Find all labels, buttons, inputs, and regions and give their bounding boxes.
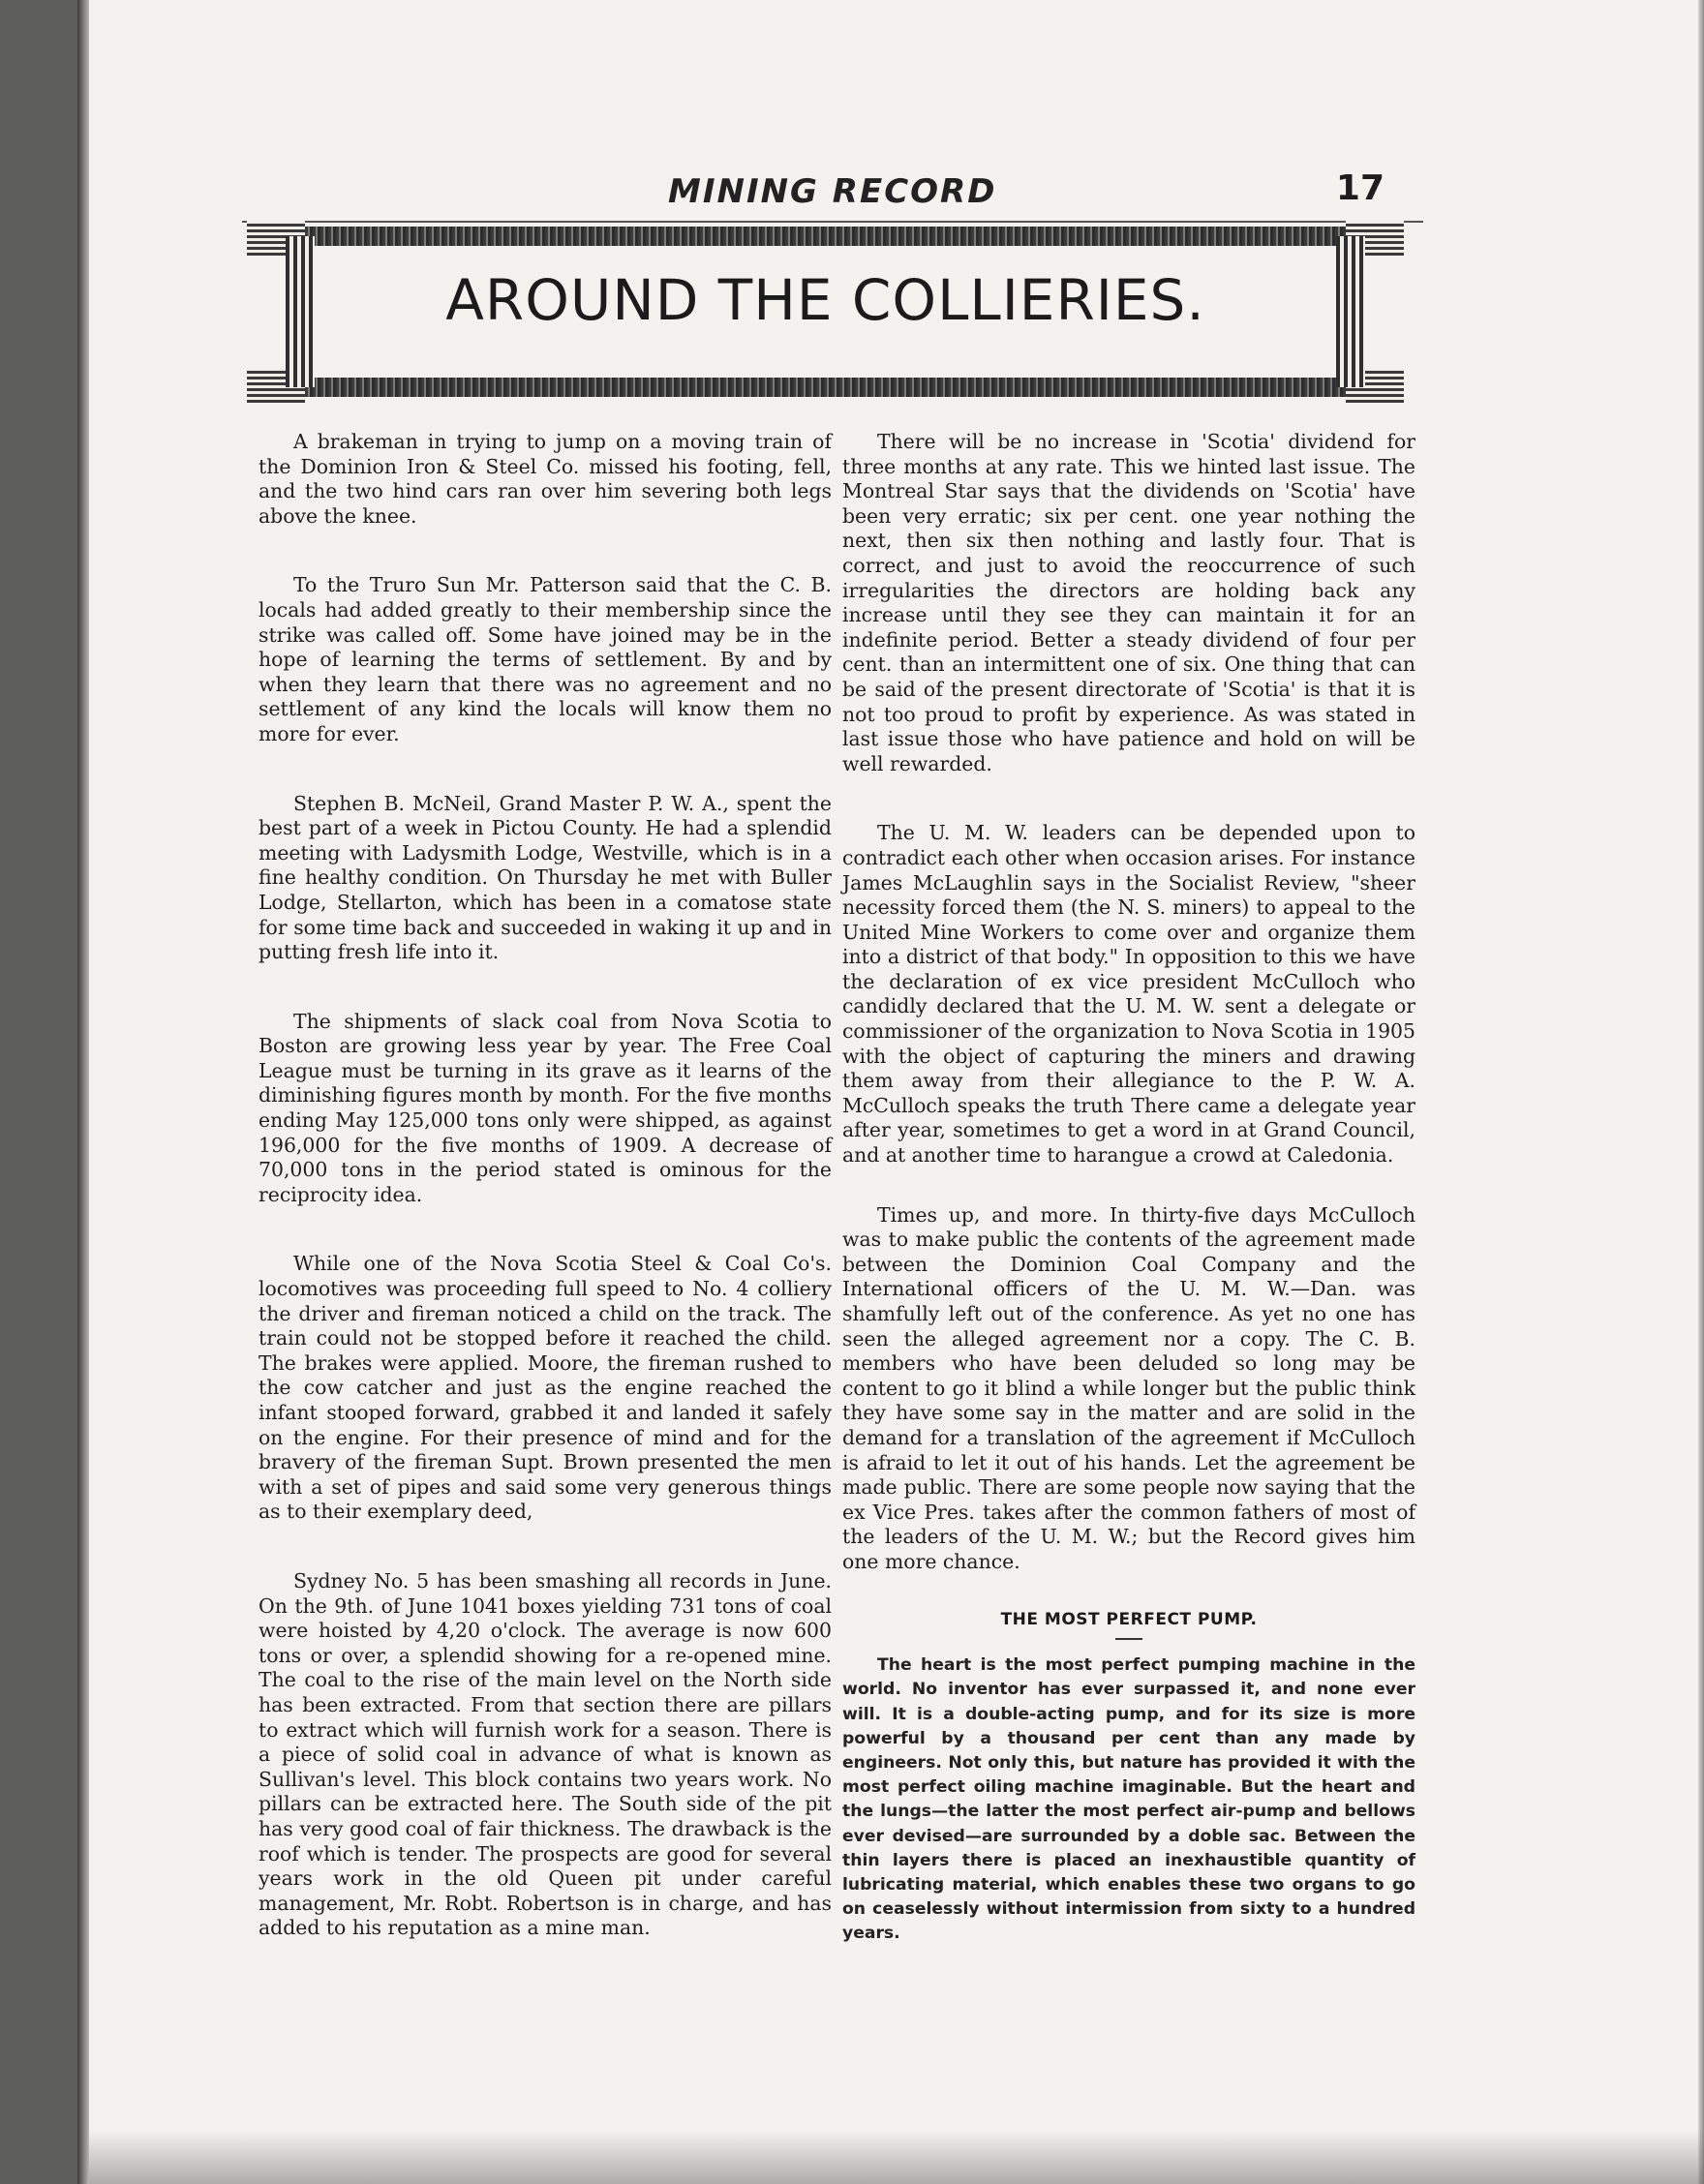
running-head — [242, 163, 1423, 223]
article-paragraph: Stephen B. McNeil, Grand Master P. W. A., spent the best part of a week in Pictou County. He had a splendid meeting with Ladysmith Lodge, Westville, which is in a fine healthy condition. On Thursday he met with Buller Lodge, Stellarton, which has been in a comatose state for some time back and succeeded in waking it up and in putting fresh life into it. — [259, 791, 832, 964]
page-number: 17 — [1335, 168, 1384, 208]
article-paragraph: A brakeman in trying to jump on a moving train of the Dominion Iron & Steel Co. missed his footing, fell, and the two hind cars ran over him severing both legs above the knee. — [259, 430, 832, 528]
article-paragraph: Times up, and more. In thirty-five days McCulloch was to make public the contents of the agreement made between the Dominion Coal Company and the International officers of the U. M. W.—Dan. was shamfully left out of the conference. As yet no one has seen the alleged agreement nor a copy. The C. B. members who have been deluded so long may be content to go it blind a while longer but the public think they have some say in the matter and are solid in the demand for a translation of the agreement if McCulloch is afraid to let it out of his hands. Let the agreement be made public. There are some people now saying that the ex Vice Pres. takes after the common fathers of most of the leaders of the U. M. W.; but the Record gives him one more chance. — [842, 1202, 1415, 1573]
heading-rule — [1115, 1638, 1142, 1640]
pump-article — [842, 1653, 1415, 1946]
article-paragraph: The heart is the most perfect pumping machine in the world. No inventor has ever surpassed it, and none ever will. It is a double-acting pump, and for its size is more powerful by a thousand per cent than any made by engineers. Not only this, but nature has provided it with the most perfect oiling machine imaginable. But the heart and the lungs—the latter the most perfect air-pump and bellows ever devised—are surrounded by a doble sac. Between the thin layers there is placed an inexhaustible quantity of lubricating material, which enables these two organs to go on ceaselessly without intermission from sixty to a hundred years. — [842, 1655, 1415, 1944]
section-title: AROUND THE COLLIERIES. — [445, 267, 1205, 333]
article-paragraph: There will be no increase in 'Scotia' dividend for three months at any rate. This we hinted last issue. The Montreal Star says that the dividends on 'Scotia' have been very erratic; six per cent. one year nothing the next, then six then nothing and lastly four. That is correct, and just to avoid the reoccurrence of such irregularities the directors are holding back any increase until they see they can maintain it for an indefinite period. Better a steady dividend of four per cent. than an intermittent one of six. One thing that can be said of the present directorate of 'Scotia' is that it is not too proud to profit by experience. As was stated in last issue those who have patience and hold on will be well rewarded. — [842, 430, 1415, 775]
article-paragraph: The shipments of slack coal from Nova Scotia to Boston are growing less year by year. The Free Coal League must be turning in its grave as it learns of the diminishing figures month by month. For the five months ending May 125,000 tons only were shipped, as against 196,000 for the five months of 1909. A decrease of 70,000 tons in the period stated is ominous for the reciprocity idea. — [259, 1009, 832, 1206]
section-banner — [247, 221, 1404, 403]
page-edge — [1698, 0, 1704, 2184]
left-column — [259, 430, 832, 1941]
article-paragraph: While one of the Nova Scotia Steel & Coal Co's. locomotives was proceeding full speed to No. 4 colliery the driver and fireman noticed a child on the track. The train could not be stopped before it reached the child. The brakes were applied. Moore, the fireman rushed to the cow catcher and just as the engine reached the infant stooped forward, grabbed it and landed it safely on the engine. For their presence of mind and for the bravery of the fireman Supt. Brown presented the men with a set of pipes and said some very generous things as to their exemplary deed, — [259, 1252, 832, 1524]
pump-heading: THE MOST PERFECT PUMP. — [1000, 1609, 1258, 1629]
journal-title: MINING RECORD — [668, 172, 997, 211]
banner-post-right — [1336, 236, 1365, 387]
banner-border-bottom — [305, 378, 1346, 397]
article-paragraph: Sydney No. 5 has been smashing all records in June. On the 9th. of June 1041 boxes yielding 731 tons of coal were hoisted by 4,20 o'clock. The average is now 600 tons or over, a splendid showing for a re-opened mine. The coal to the rise of the main level on the North side has been extracted. From that section there are pillars to extract which will furnish work for a season. There is a piece of solid coal in advance of what is known as Sullivan's level. This block contains two years work. No pillars can be extracted here. The South side of the pit has very good coal of fair thickness. The drawback is the roof which is tender. The prospects are good for several years work in the old Queen pit under careful management, Mr. Robt. Robertson is in charge, and has added to his reputation as a mine man. — [259, 1568, 832, 1940]
banner-border-top — [305, 227, 1346, 246]
article-paragraph: To the Truro Sun Mr. Patterson said that the C. B. locals had added greatly to their membership since the strike was called off. Some have joined may be in the hope of learning the terms of settlement. By and by when they learn that there was no agreement and no settlement of any kind the locals will know them no more for ever. — [259, 573, 832, 745]
right-column — [842, 430, 1415, 1947]
article-paragraph: The U. M. W. leaders can be depended upon to contradict each other when occasion arises. For instance James McLaughlin says in the Socialist Review, "sheer necessity forced them (the N. S. miners) to appeal to the United Mine Workers to come over and organize them into a district of that body." In opposition to this we have the declaration of ex vice president McCulloch who candidly declared that the U. M. W. sent a delegate or commissioner of the organization to Nova Scotia in 1905 with the object of capturing the miners and drawing them away from their allegiance to the P. W. A. McCulloch speaks the truth There came a delegate year after year, sometimes to get a word in at Grand Council, and at another time to harangue a crowd at Caledonia. — [842, 821, 1415, 1168]
banner-post-left — [286, 236, 315, 387]
page-bottom-shade — [89, 2130, 1704, 2184]
